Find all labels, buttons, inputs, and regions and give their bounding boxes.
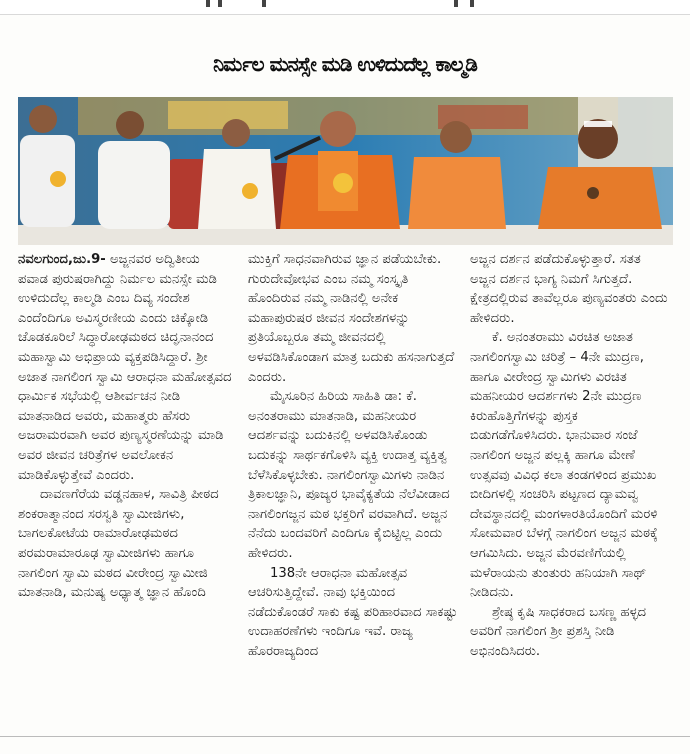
column-3-paragraph-2: ಕೆ. ಅನಂತರಾಮು ವಿರಚಿತ ಅಜಾತ ನಾಗಲಿಂಗಸ್ವಾಮಿ ಚರಿತ್ರೆ – 4ನೇ ಮುದ್ರಣ, ಹಾಗೂ ವೀರೇಂದ್ರ ಸ್ವಾಮಿಗಳು ವಿರಚಿತ ಮಹನೀಯರ ಆದರ್ಶಗಳು 2ನೇ ಮುದ್ರಣ ಕಿರುಹೊತ್ತಿಗೆಗಳನ್ನು ಪುಸ್ತಕ ಬಿಡುಗಡೆಗೊಳಿಸಿದರು. ಭಾನುವಾರ ಸಂಜೆ ನಾಗಲಿಂಗ ಅಜ್ಜನ ಪಲ್ಲಕ್ಕಿ ಹಾಗೂ ಮೇಣೆ ಉತ್ಸವವು ವಿವಿಧ ಕಲಾ ತಂಡಗಳಿಂದ ಪ್ರಮುಖ ಬೀದಿಗಳಲ್ಲಿ ಸಂಚರಿಸಿ ಪಟ್ಟಣದ ದ್ಯಾಮವ್ವ ದೇವಸ್ಥಾನದಲ್ಲಿ ಮಂಗಳಾರತಿಯೊಂದಿಗೆ ಮರಳಿ ಸೋಮವಾರ ಬೆಳಗ್ಗೆ ನಾಗಲಿಂಗ ಅಜ್ಜನ ಮಠಕ್ಕೆ ಆಗಮಿಸಿದು. ಅಜ್ಜನ ಮೆರವಣಿಗೆಯಲ್ಲಿ ಮಳೆರಾಯನು ತುಂತುರು ಹನಿಯಾಗಿ ಸಾಥ್ ನೀಡಿದನು. — [470, 330, 658, 601]
bottom-rule — [0, 736, 690, 737]
dateline: ನವಲಗುಂದ,ಜು.9- — [18, 252, 106, 267]
column-2-paragraph-3: 138ನೇ ಆರಾಧನಾ ಮಹೋತ್ಸವ ಆಚರಿಸುತ್ತಿದ್ದೇವೆ. ನಾವು ಭಕ್ತಿಯಿಂದ ನಡೆದುಕೊಂಡರೆ ಸಾಕು ಕಷ್ಟ ಪರಿಹಾರವಾದ ಸಾಕಷ್ಟು ಉದಾಹರಣೆಗಳು ಇಂದಿಗೂ ಇವೆ. ರಾಜ್ಯ ಹೊರರಾಜ್ಯದಿಂದ — [248, 565, 458, 659]
column-1-paragraph-2: ದಾವಣಗೆರೆಯ ವಡ್ಡನಹಾಳ, ಸಾವಿತ್ರಿ ಪೀಠದ ಶಂಕರಾತ್ಮಾನಂದ ಸರಸ್ವತಿ ಸ್ವಾಮೀಜಿಗಳು, ಬಾಗಲಕೋಟೆಯ ರಾಮಾರೋಢಮಠದ ಪರಮರಾಮಾರೂಢ ಸ್ವಾಮೀಜಿಗಳು ಹಾಗೂ ನಾಗಲಿಂಗ ಸ್ವಾಮಿ ಮಠದ ವೀರೇಂದ್ರ ಸ್ವಾಮೀಜಿ ಮಾತನಾಡಿ, ಮನುಷ್ಯ ಅಧ್ಯಾತ್ಮ ಜ್ಞಾನ ಹೊಂದಿ — [18, 487, 219, 601]
column-2-paragraph-2: ಮೈಸೂರಿನ ಹಿರಿಯ ಸಾಹಿತಿ ಡಾ: ಕೆ. ಅನಂತರಾಮು ಮಾತನಾಡಿ, ಮಹನೀಯರ ಆದರ್ಶವನ್ನು ಬದುಕಿನಲ್ಲಿ ಅಳವಡಿಸಿಕೊಂಡು ಬದುಕನ್ನು ಸಾರ್ಥಕಗೊಳಿಸಿ ವ್ಯಕ್ತಿ ಉದಾತ್ತ ವ್ಯಕ್ತಿತ್ವ ಬೆಳೆಸಿಕೊಳ್ಳಬೇಕು. ನಾಗಲಿಂಗಸ್ವಾಮಿಗಳು ನಾಡಿನ ತ್ರಿಕಾಲಜ್ಞಾನಿ, ಪೂಜ್ಯರ ಭಾವೈಕ್ಯತೆಯ ನೆಲೆವೀಡಾದ ನಾಗಲಿಂಗಜ್ಜನ ಮಠ ಭಕ್ತರಿಗೆ ವರವಾಗಿದೆ. ಅಜ್ಜನ ನೆನೆದು ಬಂದವರಿಗೆ ಎಂದಿಗೂ ಕೈಬಿಟ್ಟಿಲ್ಲ ಎಂದು ಹೇಳಿದರು. — [248, 389, 450, 561]
article-body — [18, 250, 670, 728]
headline: ನಿರ್ಮಲ ಮನಸ್ಸೇ ಮಡಿ ಉಳಿದುದೆಲ್ಲ ಕಾಲ್ಮಡಿ — [213, 52, 477, 76]
event-photo — [18, 97, 673, 245]
column-2-paragraph-1: ಮುಕ್ತಿಗೆ ಸಾಧನವಾಗಿರುವ ಜ್ಞಾನ ಪಡೆಯಬೇಕು. ಗುರುದೇವೋಭವ ಎಂಬ ನಮ್ಮ ಸಂಸ್ಕೃತಿ ಹೊಂದಿರುವ ನಮ್ಮ ನಾಡಿನಲ್ಲಿ ಅನೇಕ ಮಹಾಪುರುಷರ ಜೀವನ ಸಂದೇಶಗಳನ್ನು ಪ್ರತಿಯೊಬ್ಬರೂ ತಮ್ಮ ಜೀವನದಲ್ಲಿ ಅಳವಡಿಸಿಕೊಂಡಾಗ ಮಾತ್ರ ಬದುಕು ಹಸನಾಗುತ್ತದೆ ಎಂದರು. — [248, 252, 455, 385]
article-column-1 — [18, 250, 233, 728]
event-photo-illustration — [18, 97, 673, 245]
top-clipped-strip — [0, 0, 690, 15]
article-column-3 — [470, 250, 670, 728]
column-3-paragraph-1: ಅಜ್ಜನ ದರ್ಶನ ಪಡೆದುಕೊಳ್ಳುತ್ತಾರೆ. ಸತತ ಅಜ್ಜನ ದರ್ಶನ ಭಾಗ್ಯ ನಿಮಗೆ ಸಿಗುತ್ತದೆ. ಕ್ಷೇತ್ರದಲ್ಲಿರುವ ತಾವೆಲ್ಲರೂ ಪುಣ್ಯವಂತರು ಎಂದು ಹೇಳಿದರು. — [470, 252, 668, 326]
column-1-paragraph-1-text: ಅಜ್ಜನವರ ಅದ್ವಿತೀಯ ಪವಾಡ ಪುರುಷರಾಗಿದ್ದು ನಿರ್ಮಲ ಮನಸ್ಸೇ ಮಡಿ ಉಳಿದುದೆಲ್ಲ ಕಾಲ್ಮಡಿ ಎಂಬ ದಿವ್ಯ ಸಂದೇಶ ಎಂದೆಂದಿಗೂ ಅವಿಸ್ಮರಣೀಯ ಎಂದು ಚಿಕ್ಕೋಡಿ ಚೊಡಕೂರಿಲೆ ಸಿದ್ಧಾರೋಢಮಠದ ಚಿದ್ಘನಾನಂದ ಮಹಾಸ್ವಾಮಿ ಅಭಿಪ್ರಾಯ ವ್ಯಕ್ತಪಡಿಸಿದ್ದಾರೆ. ಶ್ರೀ ಅಜಾತ ನಾಗಲಿಂಗ ಸ್ವಾಮಿ ಆರಾಧನಾ ಮಹೋತ್ಸವದ ಧಾರ್ಮಿಕ ಸಭೆಯಲ್ಲಿ ಆಶೀರ್ವಚನ ನೀಡಿ ಮಾತನಾಡಿದ ಅವರು, ಮಹಾತ್ಮರು ಹೆಸರು ಅಜರಾಮರವಾಗಿ ಅವರ ಪುಣ್ಯಸ್ಮರಣೆಯನ್ನು ಮಾಡಿ ಅವರ ಜೀವನ ಚರಿತ್ರೆಗಳ ಅವಲೋಕನ ಮಾಡಿಕೊಳ್ಳುತ್ತೇವೆ ಎಂದರು. — [18, 252, 232, 483]
article-column-2 — [248, 250, 458, 728]
column-1-paragraph-1 — [18, 250, 233, 485]
column-3-paragraph-3: ಶ್ರೇಷ್ಠ ಕೃಷಿ ಸಾಧಕರಾದ ಬಸಣ್ಣ ಹಳ್ಳದ ಅವರಿಗೆ ನಾಗಲಿಂಗ ಶ್ರೀ ಪ್ರಶಸ್ತಿ ನೀಡಿ ಅಭಿನಂದಿಸಿದರು. — [470, 604, 647, 659]
